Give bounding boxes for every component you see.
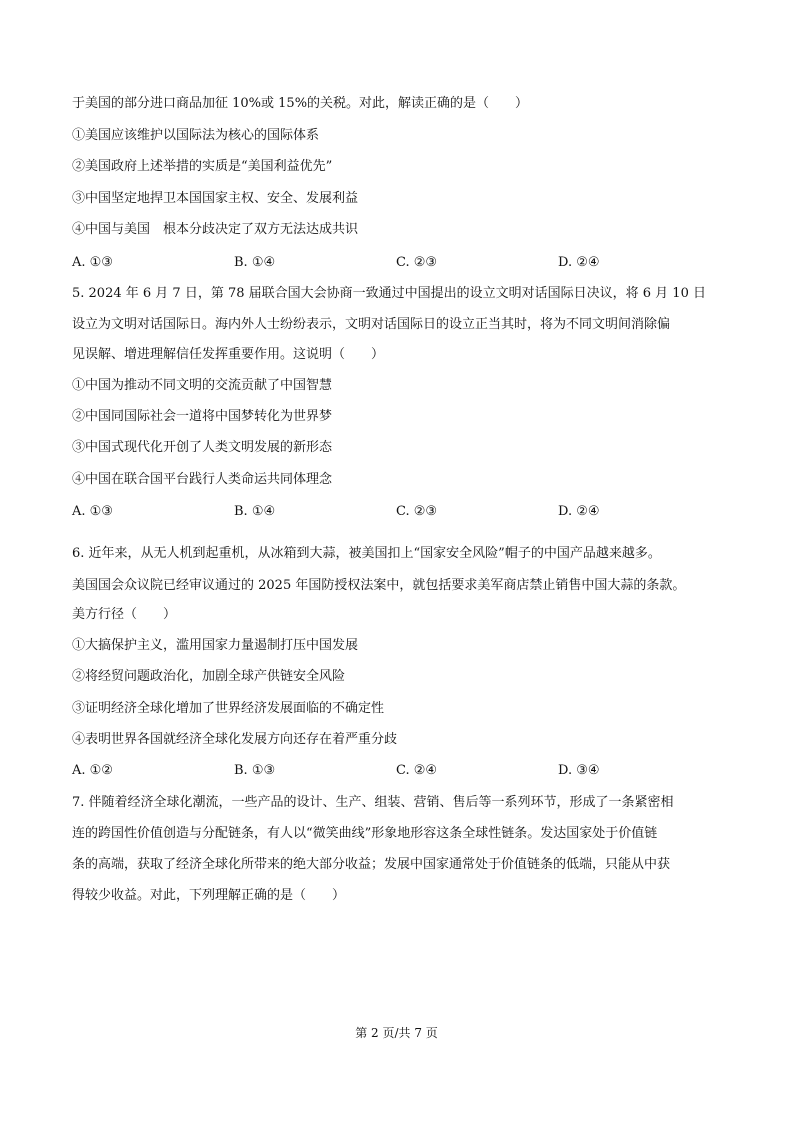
- q5-item-2: ②中国同国际社会一道将中国梦转化为世界梦: [72, 409, 333, 424]
- q4-stem: 于美国的部分进口商品加征 10%或 15%的关税。对此，解读正确的是（ ）: [72, 96, 529, 111]
- q4-item-1: ①美国应该维护以国际法为核心的国际体系: [72, 128, 320, 143]
- q5-stem-line-2: 设立为文明对话国际日。海内外人士纷纷表示，文明对话国际日的设立正当其时，将为不同文明间消除偏: [72, 317, 671, 332]
- page-number: 第 2 页/共 7 页: [355, 1026, 438, 1040]
- q4-option-a: A. ①③: [72, 255, 113, 270]
- q6-stem-line-3: 美方行径（ ）: [72, 607, 177, 622]
- q4-option-b: B. ①④: [234, 255, 276, 270]
- q6-item-4: ④表明世界各国就经济全球化发展方向还存在着严重分歧: [72, 732, 398, 747]
- q6-item-3: ③证明经济全球化增加了世界经济发展面临的不确定性: [72, 701, 385, 716]
- q6-item-1: ①大搞保护主义，滥用国家力量遏制打压中国发展: [72, 638, 359, 653]
- q4-item-3: ③中国坚定地捍卫本国国家主权、安全、发展利益: [72, 191, 359, 206]
- q4-item-2: ②美国政府上述举措的实质是“美国利益优先”: [72, 159, 333, 174]
- q6-stem-line-2: 美国国会众议院已经审议通过的 2025 年国防授权法案中，就包括要求美军商店禁止销售中国大蒜的条款。: [72, 578, 686, 593]
- q4-option-d: D. ②④: [558, 255, 600, 270]
- q5-option-a: A. ①③: [72, 504, 113, 519]
- q6-item-2: ②将经贸问题政治化，加剧全球产供链安全风险: [72, 669, 346, 684]
- q6-option-c: C. ②④: [396, 763, 438, 778]
- q7-stem-line-1: 7. 伴随着经济全球化潮流，一些产品的设计、生产、组装、营销、售后等一系列环节，形成了一条紧密相: [72, 795, 674, 810]
- q5-option-d: D. ②④: [558, 504, 600, 519]
- q6-option-a: A. ①②: [72, 763, 113, 778]
- q7-stem-line-3: 条的高端，获取了经济全球化所带来的绝大部分收益；发展中国家通常处于价值链条的低端，只能从中获: [72, 857, 671, 872]
- q6-stem-line-1: 6. 近年来，从无人机到起重机，从冰箱到大蒜，被美国扣上“国家安全风险”帽子的中国产品越来越多。: [72, 546, 661, 561]
- q6-option-b: B. ①③: [234, 763, 276, 778]
- q5-option-b: B. ①④: [234, 504, 276, 519]
- q7-stem-line-2: 连的跨国性价值创造与分配链条，有人以“微笑曲线”形象地形容这条全球性链条。发达国家处于价值链: [72, 826, 658, 841]
- q5-stem-line-3: 见误解、增进理解信任发挥重要作用。这说明（ ）: [72, 347, 385, 362]
- q5-item-4: ④中国在联合国平台践行人类命运共同体理念: [72, 472, 333, 487]
- q4-item-4: ④中国与美国 根本分歧决定了双方无法达成共识: [72, 222, 359, 237]
- q5-item-3: ③中国式现代化开创了人类文明发展的新形态: [72, 440, 333, 455]
- q4-option-c: C. ②③: [396, 255, 438, 270]
- q6-option-d: D. ③④: [558, 763, 600, 778]
- q5-item-1: ①中国为推动不同文明的交流贡献了中国智慧: [72, 378, 333, 393]
- q7-stem-line-4: 得较少收益。对此，下列理解正确的是（ ）: [72, 888, 346, 903]
- q5-option-c: C. ②③: [396, 504, 438, 519]
- q5-stem-line-1: 5. 2024 年 6 月 7 日，第 78 届联合国大会协商一致通过中国提出的设立文明对话国际日决议，将 6 月 10 日: [72, 286, 706, 301]
